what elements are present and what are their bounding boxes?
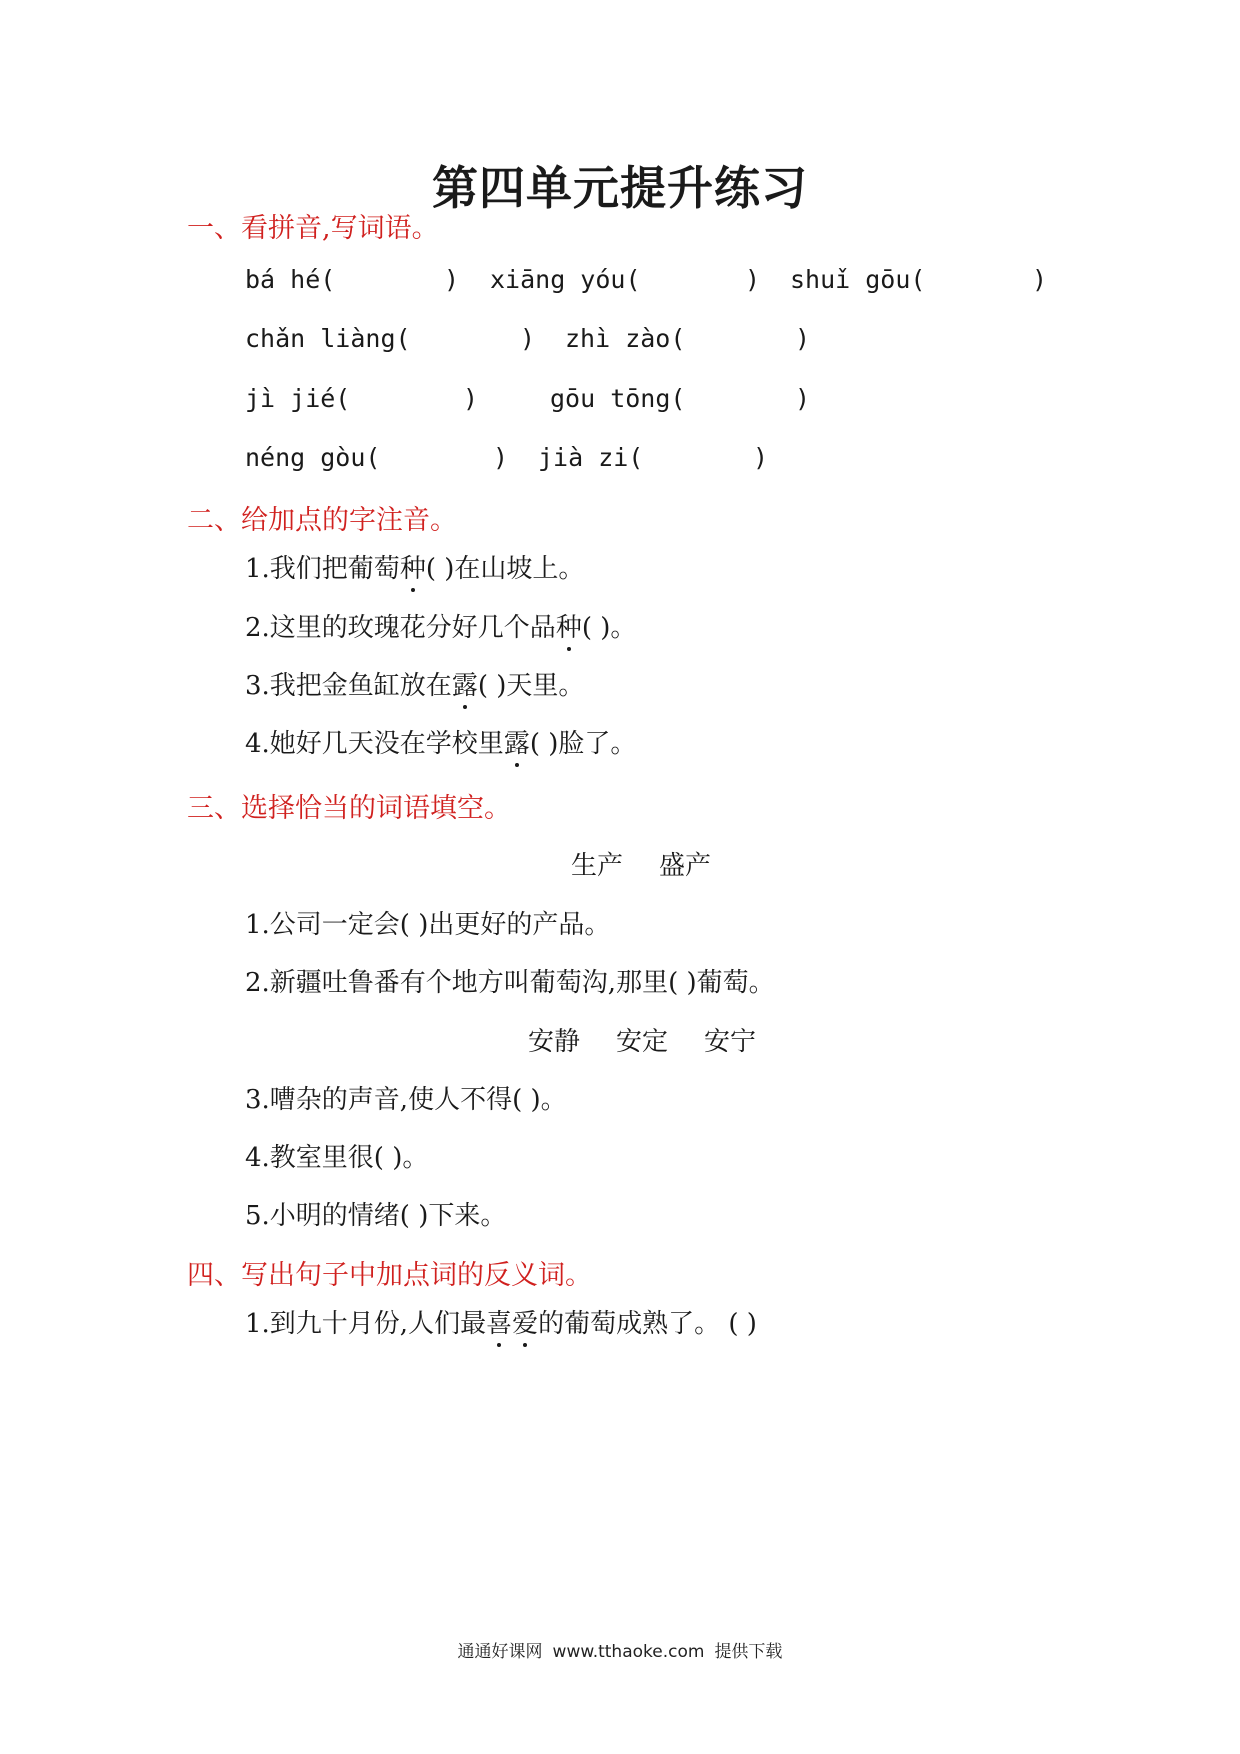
pinyin-bracket: ) — [1032, 265, 1048, 294]
q-text: 3.我把金鱼缸放在 — [245, 671, 452, 701]
dotted-char: 露 — [504, 723, 530, 760]
footer-note: 提供下载 — [714, 1642, 783, 1662]
q-text: ( )在山坡上。 — [425, 554, 585, 584]
question-2-1 — [245, 548, 584, 585]
question-4-1 — [245, 1303, 757, 1340]
word-option: 生产 — [571, 851, 624, 881]
pinyin-item: bá hé( — [245, 265, 336, 294]
dotted-char: 露 — [452, 665, 478, 702]
word-option: 安静 — [528, 1027, 581, 1057]
footer-brand: 通通好课网 — [457, 1642, 543, 1662]
pinyin-item: gōu tōng( — [550, 384, 686, 413]
pinyin-item: xiāng yóu( — [490, 265, 641, 294]
dotted-char: 爱 — [512, 1303, 538, 1340]
pinyin-item: jià zi( — [538, 443, 644, 472]
section-1-heading: 一、看拼音,写词语。 — [187, 213, 439, 244]
footer — [0, 1637, 1240, 1662]
word-option: 安宁 — [704, 1027, 757, 1057]
pinyin-item: zhì zào( — [565, 324, 686, 353]
q-text: 1.我们把葡萄 — [245, 554, 400, 584]
word-option: 盛产 — [659, 851, 712, 881]
section-4-heading: 四、写出句子中加点词的反义词。 — [187, 1260, 592, 1291]
dotted-char: 种 — [556, 607, 582, 644]
pinyin-bracket: ) — [795, 324, 811, 353]
q-text: 2.这里的玫瑰花分好几个品 — [245, 613, 556, 643]
q-text: 1.到九十月份,人们最 — [245, 1309, 487, 1339]
page-title: 第四单元提升练习 — [432, 161, 808, 215]
section-2-heading: 二、给加点的字注音。 — [187, 505, 457, 536]
pinyin-bracket: ) — [753, 443, 769, 472]
question-2-2 — [245, 607, 636, 644]
pinyin-item: jì jié( — [245, 384, 351, 413]
pinyin-bracket: ) — [463, 384, 479, 413]
question-2-3 — [245, 665, 584, 702]
q-text: 的葡萄成熟了。 ( ) — [538, 1309, 757, 1339]
pinyin-item: néng gòu( — [245, 443, 381, 472]
question-3-1: 1.公司一定会( )出更好的产品。 — [245, 910, 611, 940]
dotted-char: 种 — [400, 548, 426, 585]
pinyin-item: shuǐ gōu( — [790, 265, 926, 294]
pinyin-bracket: ) — [795, 384, 811, 413]
pinyin-bracket: ) — [520, 324, 536, 353]
q-text: ( )。 — [581, 613, 637, 643]
question-3-4: 4.教室里很( )。 — [245, 1143, 429, 1173]
pinyin-bracket: ) — [444, 265, 460, 294]
q-text: ( )脸了。 — [529, 729, 637, 759]
q-text: ( )天里。 — [477, 671, 585, 701]
pinyin-bracket: ) — [745, 265, 761, 294]
question-3-5: 5.小明的情绪( )下来。 — [245, 1201, 507, 1231]
q-text: 4.她好几天没在学校里 — [245, 729, 504, 759]
footer-url[interactable]: www.tthaoke.com — [552, 1642, 705, 1662]
word-options-b — [510, 1021, 774, 1058]
pinyin-item: chǎn liàng( — [245, 324, 411, 353]
question-3-3: 3.嘈杂的声音,使人不得( )。 — [245, 1085, 567, 1115]
question-2-4 — [245, 723, 636, 760]
word-option: 安定 — [616, 1027, 669, 1057]
pinyin-bracket: ) — [493, 443, 509, 472]
question-3-2: 2.新疆吐鲁番有个地方叫葡萄沟,那里( )葡萄。 — [245, 968, 775, 998]
section-3-heading: 三、选择恰当的词语填空。 — [187, 793, 511, 824]
word-options-a — [553, 845, 729, 882]
dotted-char: 喜 — [486, 1303, 512, 1340]
